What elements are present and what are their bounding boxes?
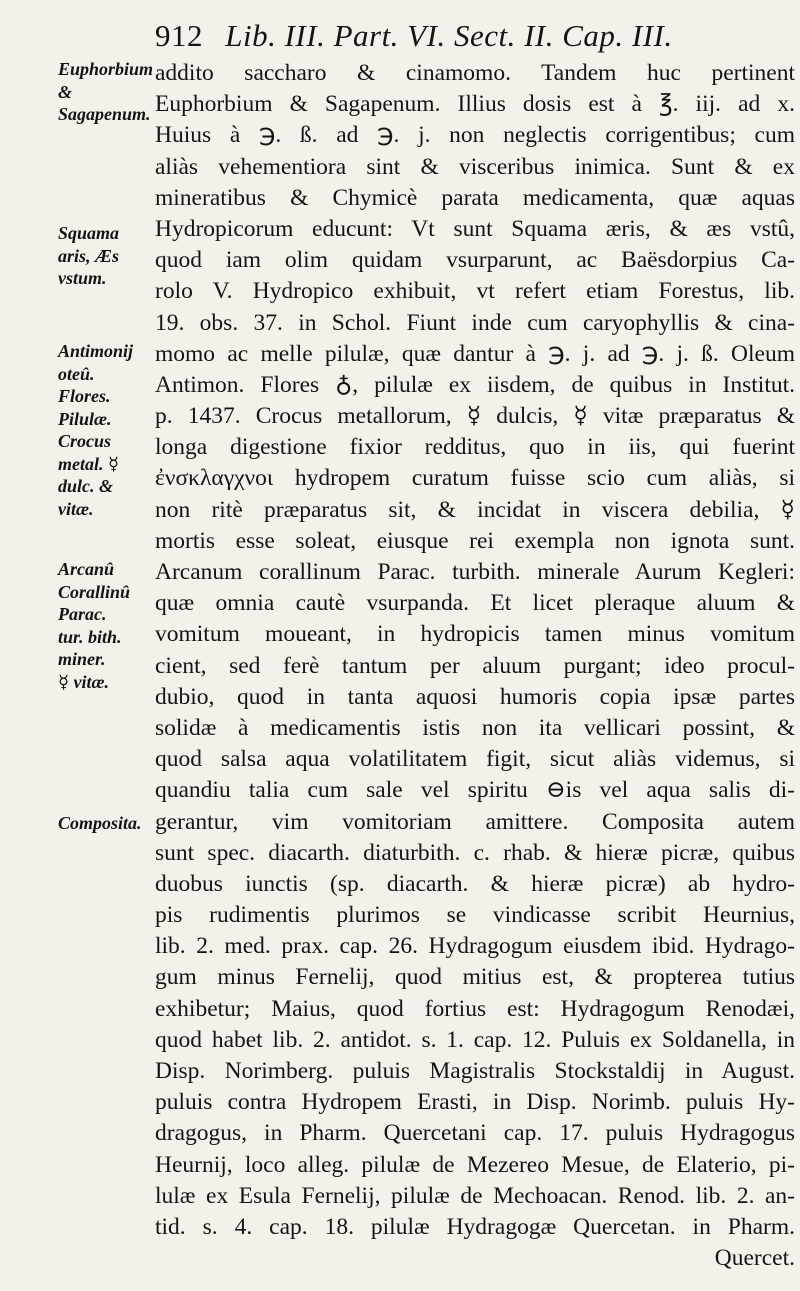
text-line: Disp. Norimberg. puluis Magistralis Stockstaldij in August. <box>155 1058 795 1084</box>
text-line: p. 1437. Crocus metallorum, ☿ dulcis, ☿ vitæ præparatus & <box>155 403 795 430</box>
text-line: mineratibus & Chymicè parata medicamenta, quæ aquas <box>155 184 795 211</box>
text-line: tid. s. 4. cap. 18. pilulæ Hydragogæ Quercetan. in Pharm. <box>155 1213 795 1240</box>
text-line: exhibetur; Maius, quod fortius est: Hydragogum Renodæi, <box>155 995 795 1022</box>
text-line: ἐνσκλαγχνοι hydropem curatum fuisse scio cum aliàs, si <box>155 465 795 492</box>
text-line: lulæ ex Esula Fernelij, pilulæ de Mechoacan. Renod. lib. 2. an- <box>155 1182 795 1209</box>
text-line: Heurnij, loco alleg. pilulæ de Mezereo Mesue, de Elaterio, pi- <box>155 1151 795 1178</box>
margin-note-squama: Squama aris, Æs vstum. <box>58 223 120 288</box>
text-line: vomitum moueant, in hydropicis tamen minus vomitum <box>155 621 795 648</box>
text-line: momo ac melle pilulæ, quæ dantur à ℈. j. ad ℈. j. ß. Oleum <box>155 340 795 367</box>
margin-note-euphorbium: Euphorbium & Sagapenum. <box>58 59 154 124</box>
text-line: rolo V. Hydropico exhibuit, vt refert etiam Forestus, lib. <box>155 278 795 305</box>
text-line: sunt spec. diacarth. diaturbith. c. rhab. & hieræ picræ, quibus <box>155 839 795 866</box>
margin-notes <box>0 0 152 1291</box>
text-line: non ritè præparatus sit, & incidat in viscera debilia, ☿ <box>155 496 795 523</box>
text-line: duobus iunctis (sp. diacarth. & hieræ picræ) ab hydro- <box>155 870 795 897</box>
text-line: Huius à ℈. ß. ad ℈. j. non neglectis corrigentibus; cum <box>155 122 795 149</box>
text-line: pis rudimentis plurimos se vindicasse scribit Heurnius, <box>155 902 795 929</box>
text-line: gum minus Fernelij, quod mitius est, & propterea tutius <box>155 964 795 991</box>
text-line: Arcanum corallinum Parac. turbith. minerale Aurum Kegleri: <box>155 559 795 585</box>
margin-note-composita: Composita. <box>58 813 142 833</box>
text-line: addito saccharo & cinamomo. Tandem huc pertinent <box>155 60 795 86</box>
text-line: quæ omnia cautè vsurpanda. Et licet pleraque aluum & <box>155 590 795 617</box>
text-line: gerantur, vim vomitoriam amittere. Composita autem <box>155 808 795 835</box>
text-line: Euphorbium & Sagapenum. Illius dosis est à ℥. iij. ad x. <box>155 91 795 118</box>
text-line: lib. 2. med. prax. cap. 26. Hydragogum eiusdem ibid. Hydrago- <box>155 933 795 960</box>
text-line: Antimon. Flores ♁, pilulæ ex iisdem, de quibus in Institut. <box>155 371 795 398</box>
text-line: dubio, quod in tanta aquosi humoris copia ipsæ partes <box>155 683 795 710</box>
margin-note-arcanum: Arcanû Corallinû Parac. tur. bith. miner. ☿ vitæ. <box>58 559 131 692</box>
text-line: aliàs vehementiora sint & visceribus inimica. Sunt & ex <box>155 153 795 180</box>
text-line: quod habet lib. 2. antidot. s. 1. cap. 12. Puluis ex Soldanella, in <box>155 1026 795 1053</box>
text-line: solidæ à medicamentis istis non ita vellicari possint, & <box>155 714 795 741</box>
text-line: quod iam olim quidam vsurparunt, ac Baësdorpius Ca- <box>155 247 795 274</box>
text-line: puluis contra Hydropem Erasti, in Disp. Norimb. puluis Hy- <box>155 1089 795 1116</box>
page-header <box>155 18 795 54</box>
text-line: 19. obs. 37. in Schol. Fiunt inde cum caryophyllis & cina- <box>155 309 795 336</box>
catchword: Quercet. <box>714 1245 795 1272</box>
margin-note-antimonium: Antimonij oteû. Flores. Pilulæ. Crocus metal. ☿ dulc. & vitæ. <box>58 341 134 519</box>
text-line: longa digestione fixior redditus, quo in iis, qui fuerint <box>155 434 795 461</box>
text-line: Hydropicorum educunt: Vt sunt Squama æris, & æs vstû, <box>155 215 795 242</box>
text-line: cient, sed ferè tantum per aluum purgant; ideo procul- <box>155 652 795 679</box>
body-text <box>155 58 795 1274</box>
text-line: mortis esse soleat, eiusque rei exempla non ignota sunt. <box>155 527 795 554</box>
text-line: quandiu talia cum sale vel spiritu ⊖is vel aqua salis di- <box>155 777 795 804</box>
text-line: dragogus, in Pharm. Quercetani cap. 17. puluis Hydragogus <box>155 1120 795 1147</box>
page-number: 912 <box>155 18 203 53</box>
running-title: Lib. III. Part. VI. Sect. II. Cap. III. <box>225 18 673 53</box>
text-line: quod salsa aqua volatilitatem figit, sicut aliàs videmus, si <box>155 746 795 773</box>
